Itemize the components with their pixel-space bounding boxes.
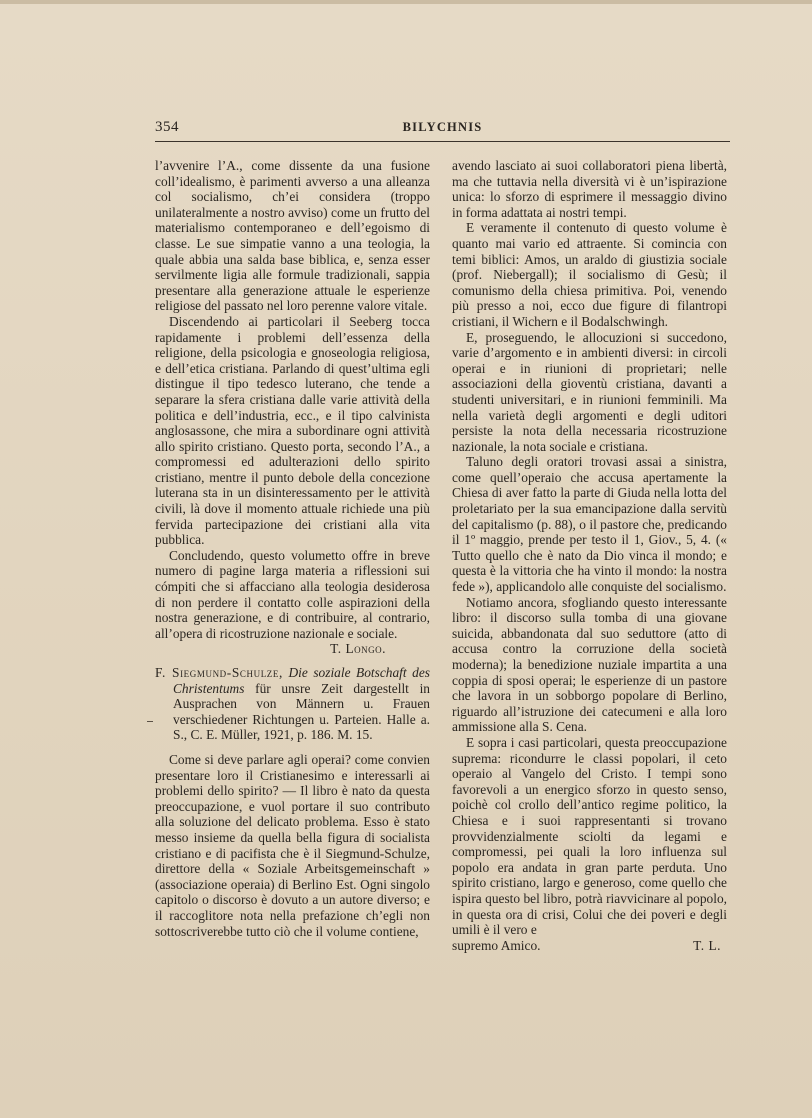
margin-mark xyxy=(147,721,153,722)
page-number: 354 xyxy=(155,119,179,135)
spacer xyxy=(155,743,430,752)
paragraph: Taluno degli oratori trovasi assai a sinistra, come quell’operaio che accusa apertamente la Chiesa di aver fatto la parte di Giuda nella lotta del proletariato per la sua emancipazione dalla servitù del capitalismo (p. 88), o il pastore che, predicando il 1º maggio, prende per testo il 1, Giov., 5, 4. (« Tutto quello che è nato da Dio vinca il mondo; e questa è la vittoria che ha vinto il mondo: la nostra fede »), applicandolo alle conquiste del socialismo. xyxy=(452,454,727,595)
paragraph-with-signature xyxy=(155,548,430,642)
right-column xyxy=(452,158,727,953)
signature: T. Longo. xyxy=(330,641,386,657)
signature: T. L. xyxy=(693,937,721,953)
paragraph-body: Concludendo, questo volumetto offre in breve numero di pagine larga materia a riflessioni sui cómpiti che si affacciano alla teologia desiderosa di non perdere il contatto colle aspirazioni della nostra generazione, e di contribuire, al contrario, all’opera di ricostruzione nazionale e sociale. xyxy=(155,547,430,641)
page-top-edge xyxy=(0,0,812,4)
signature-row xyxy=(155,641,430,657)
closing-line xyxy=(452,938,727,954)
running-head xyxy=(155,119,730,141)
paragraph: E sopra i casi particolari, questa preoccupazione suprema: ricondurre le classi popolari, il ceto operaio al Vangelo del Cristo. I tempi sono favorevoli a un energico sforzo in questo senso, poichè col crollo dell’antico regime politico, la Chiesa e i suoi rappresentanti si trovano provvidenzialmente sciolti da legami e compromessi, pei quali la loro influenza sul popolo era andata in gran parte perduta. Uno spirito cristiano, largo e generoso, come quello che ispira questo bel libro, potrà riavvicinare al popolo, in questa ora di crisi, Colui che dei poveri e degli umili è il vero e xyxy=(452,734,727,938)
header-rule xyxy=(155,141,730,142)
journal-title: BILYCHNIS xyxy=(402,120,483,134)
paragraph-text xyxy=(155,548,430,642)
review-bibliographic-details: für unsre Zeit dargestellt in Ausprachen von Männern u. Frauen verschiedener Richtungen u. Parteien. Halle a. S., C. E. Müller, 1921, p. 186. M. 15. xyxy=(173,680,430,743)
paragraph: E veramente il contenuto di questo volume è quanto mai vario ed attraente. Si comincia con temi biblici: Amos, un araldo di giustizia sociale (prof. Niebergall); il socialismo di Gesù; il comunismo della chiesa primitiva. Poi, venendo più presso a noi, ecco due figure di filantropi cristiani, il Wichern e il Bodalschwingh. xyxy=(452,220,727,329)
review-author: F. Siegmund-Schulze, xyxy=(155,665,283,680)
review-heading xyxy=(155,665,430,743)
paragraph: E, proseguendo, le allocuzioni si succedono, varie d’argomento e in ambienti diversi: in circoli operai e in riunioni di proprietari; nelle associazioni della gioventù cristiana, davanti a studenti universitari, e in riunioni femminili. Ma nella varietà degli argomenti e degli uditori persiste la nota della necessaria ricostruzione nazionale, la nota sociale e cristiana. xyxy=(452,329,727,454)
paragraph: Come si deve parlare agli operai? come convien presentare loro il Cristianesimo e interessarli ai problemi dello spirito? — Il libro è nato da questa preoccupazione, e vuol portare il suo contributo alla soluzione del delicato problema. Esso è stato messo insieme da quella bella figura di socialista cristiano e di pacifista che è il Siegmund-Schulze, direttore della « Soziale Arbeitsgemeinschaft » (associazione operaia) di Berlino Est. Ogni singolo capitolo o discorso è dovuto a un autore diverso; e il raccoglitore nota nella prefazione ch’egli non sottoscriverebbe tutto ciò che il volume contiene, xyxy=(155,751,430,939)
paragraph: avendo lasciato ai suoi collaboratori piena libertà, ma che tuttavia nella diversità vi è un’ispirazione unica: lo sforzo di esprimere il messaggio divino in forma adattata ai nostri tempi. xyxy=(452,158,727,220)
review-book-title: Die soziale Botschaft des Christentums xyxy=(173,665,430,696)
paragraph: l’avvenire l’A., come dissente da una fusione coll’idealismo, è parimenti avverso a una alleanza col socialismo, ch’ei considera (troppo unilateralmente a nostro avviso) come un frutto del materialismo contemporaneo e dell’egoismo di classe. Le sue simpatie vanno a una teologia, la quale abbia una salda base biblica, e, senza esser servilmente ligia alle formule tradizionali, sappia presentare alla generazione attuale le esperienze religiose del passato nel loro perenne valore vitale. xyxy=(155,158,430,314)
paragraph: Notiamo ancora, sfogliando questo interessante libro: il discorso sulla tomba di una giovane suicida, abbandonata dal suo seduttore (atto di accusa contro la corruzione della società moderna); la benedizione nuziale impartita a una coppia di sposi operai; le esperienze di un pastore che lavora in un sobborgo popolare di Berlino, riguardo all’istruzione dei catecumeni e alla loro ammissione alla S. Cena. xyxy=(452,594,727,735)
left-column xyxy=(155,158,430,939)
closing-text: supremo Amico. xyxy=(452,937,541,953)
paragraph: Discendendo ai particolari il Seeberg tocca rapidamente i problemi dell’essenza della religione, della psicologia e gnoseologia religiosa, e dell’etica cristiana. Parlando di quest’ultima egli distingue il tipo tedesco luterano, che tende a separare la sfera cristiana dalle varie attività della politica e dell’industria, ecc., e il tipo calvinista anglosassone, che mira a subordinare ogni attività allo spirito cristiano. Questo porta, secondo l’A., a compromessi ed adulterazioni dello spirito cristiano, mentre il punto debole della concezione luterana sta in un disinteressamento per le attività civili, là dove il momento attuale richiede una più fervida partecipazione dei cristiani alla vita pubblica. xyxy=(155,313,430,548)
